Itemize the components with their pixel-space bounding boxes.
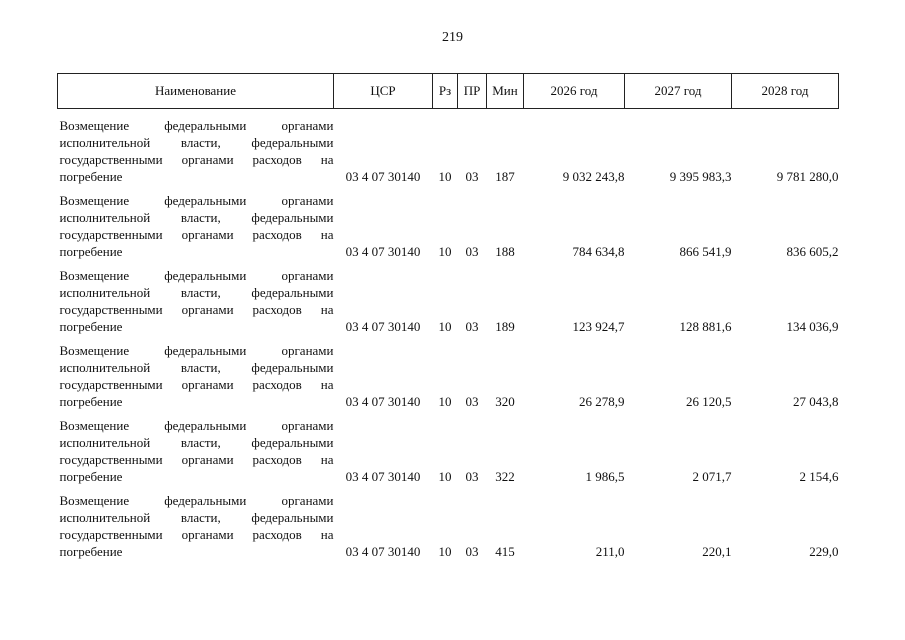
table-header-row [58,74,839,109]
row-csr: 03 4 07 30140 [345,469,421,484]
row-2026: 211,0 [595,544,625,559]
header-2026: 2026 год [524,74,625,109]
row-pr: 03 [465,169,479,184]
row-pr: 03 [465,394,479,409]
header-min: Мин [487,74,524,109]
row-rz: 10 [438,169,452,184]
row-2026: 784 634,8 [572,244,625,259]
row-pr: 03 [465,544,479,559]
row-rz: 10 [438,394,452,409]
row-2028: 2 154,6 [799,469,839,484]
row-min: 187 [495,169,515,184]
header-pr: ПР [458,74,487,109]
row-2027: 9 395 983,3 [669,169,732,184]
table-row [58,485,839,560]
table-row [58,335,839,410]
row-min: 189 [495,319,515,334]
row-csr: 03 4 07 30140 [345,544,421,559]
row-min: 322 [495,469,515,484]
header-2028: 2028 год [732,74,839,109]
row-2027: 2 071,7 [692,469,732,484]
row-rz: 10 [438,469,452,484]
row-name: Возмещение федеральными органами исполнительной власти, федеральными государственными органами расходов на погребение [59,193,334,259]
row-2028: 134 036,9 [786,319,839,334]
row-rz: 10 [438,544,452,559]
header-rz: Рз [433,74,458,109]
row-rz: 10 [438,319,452,334]
row-2028: 229,0 [809,544,839,559]
row-pr: 03 [465,469,479,484]
row-2026: 9 032 243,8 [562,169,625,184]
row-2027: 26 120,5 [686,394,732,409]
row-2028: 9 781 280,0 [776,169,839,184]
row-min: 320 [495,394,515,409]
row-name: Возмещение федеральными органами исполнительной власти, федеральными государственными органами расходов на погребение [59,343,334,409]
row-2026: 123 924,7 [572,319,625,334]
table-row [58,109,839,186]
header-name: Наименование [58,74,334,109]
table-row [58,185,839,260]
row-csr: 03 4 07 30140 [345,319,421,334]
row-name: Возмещение федеральными органами исполнительной власти, федеральными государственными органами расходов на погребение [59,418,334,484]
row-csr: 03 4 07 30140 [345,394,421,409]
row-2028: 27 043,8 [793,394,839,409]
table-row [58,410,839,485]
budget-table [57,73,839,560]
header-csr: ЦСР [334,74,433,109]
row-2027: 128 881,6 [679,319,732,334]
row-min: 415 [495,544,515,559]
row-name: Возмещение федеральными органами исполнительной власти, федеральными государственными органами расходов на погребение [59,268,334,334]
row-2026: 1 986,5 [585,469,625,484]
row-2028: 836 605,2 [786,244,839,259]
row-csr: 03 4 07 30140 [345,169,421,184]
row-csr: 03 4 07 30140 [345,244,421,259]
table-row [58,260,839,335]
row-name: Возмещение федеральными органами исполнительной власти, федеральными государственными органами расходов на погребение [59,493,334,559]
row-name: Возмещение федеральными органами исполнительной власти, федеральными государственными органами расходов на погребение [59,118,334,184]
row-2026: 26 278,9 [579,394,625,409]
row-2027: 866 541,9 [679,244,732,259]
row-pr: 03 [465,319,479,334]
header-2027: 2027 год [625,74,732,109]
row-2027: 220,1 [702,544,732,559]
row-pr: 03 [465,244,479,259]
page-number: 219 [442,30,463,45]
row-min: 188 [495,244,515,259]
row-rz: 10 [438,244,452,259]
